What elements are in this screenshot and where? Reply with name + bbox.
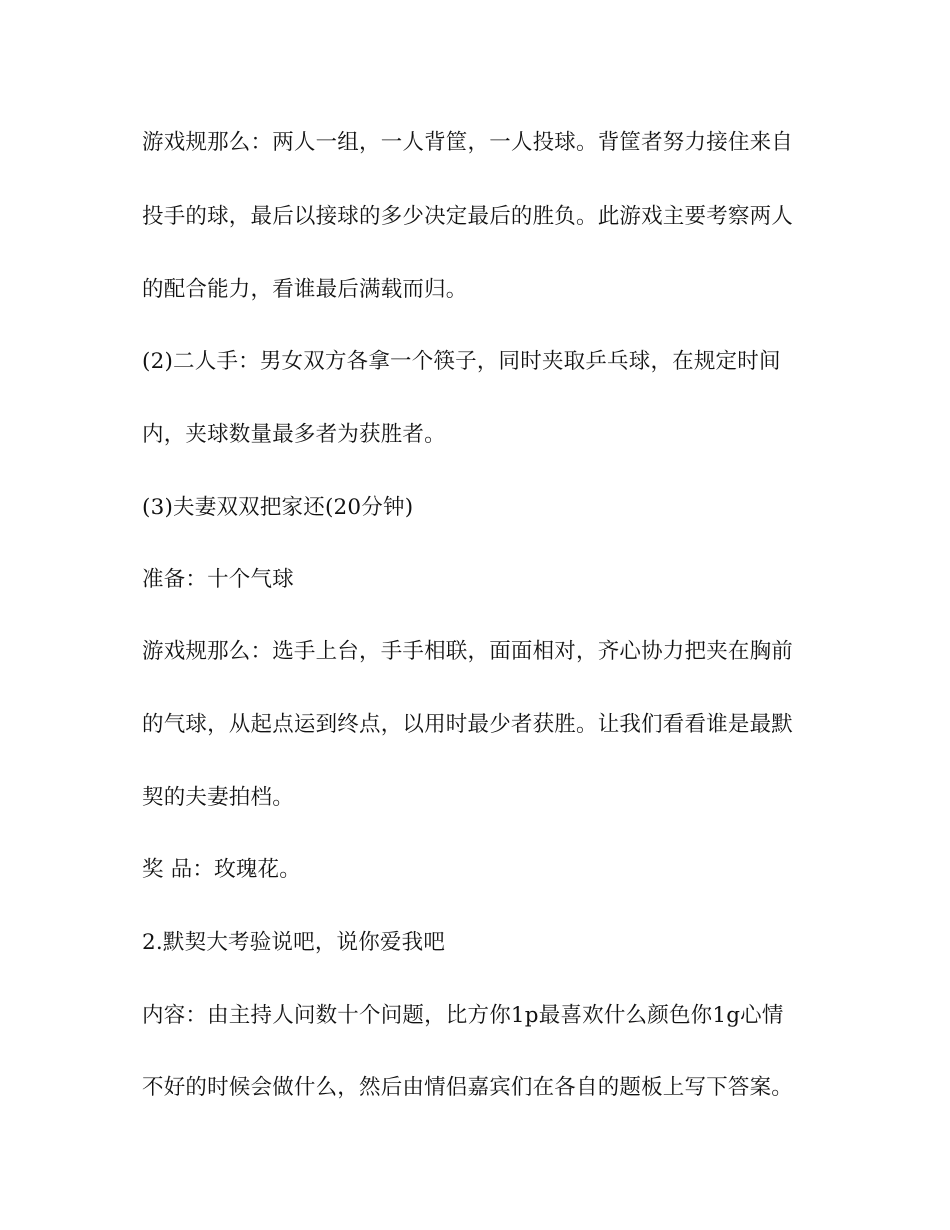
text-line-7: 准备：十个气球	[142, 567, 294, 592]
text-line-4: (2)二人手：男女双方各拿一个筷子，同时夹取乒乓球，在规定时间	[142, 349, 781, 374]
text-line-3: 的配合能力，看谁最后满载而归。	[142, 277, 468, 302]
text-line-6: (3)夫妻双双把家还(20分钟)	[142, 495, 414, 520]
text-line-9: 的气球，从起点运到终点，以用时最少者获胜。让我们看看谁是最默	[142, 712, 794, 737]
text-line-12: 2.默契大考验说吧，说你爱我吧	[142, 930, 446, 955]
text-line-5: 内，夹球数量最多者为获胜者。	[142, 422, 446, 447]
text-line-10: 契的夫妻拍档。	[142, 785, 294, 810]
text-line-1: 游戏规那么：两人一组，一人背筐，一人投球。背筐者努力接住来自	[142, 130, 794, 155]
text-line-2: 投手的球，最后以接球的多少决定最后的胜负。此游戏主要考察两人	[142, 204, 794, 229]
text-line-8: 游戏规那么：选手上台，手手相联，面面相对，齐心协力把夹在胸前	[142, 639, 794, 664]
text-line-13: 内容：由主持人问数十个问题，比方你1p最喜欢什么颜色你1g心情	[142, 1003, 784, 1028]
text-line-14: 不好的时候会做什么，然后由情侣嘉宾们在各自的题板上写下答案。	[142, 1075, 794, 1100]
text-line-11: 奖 品：玫瑰花。	[142, 857, 301, 882]
